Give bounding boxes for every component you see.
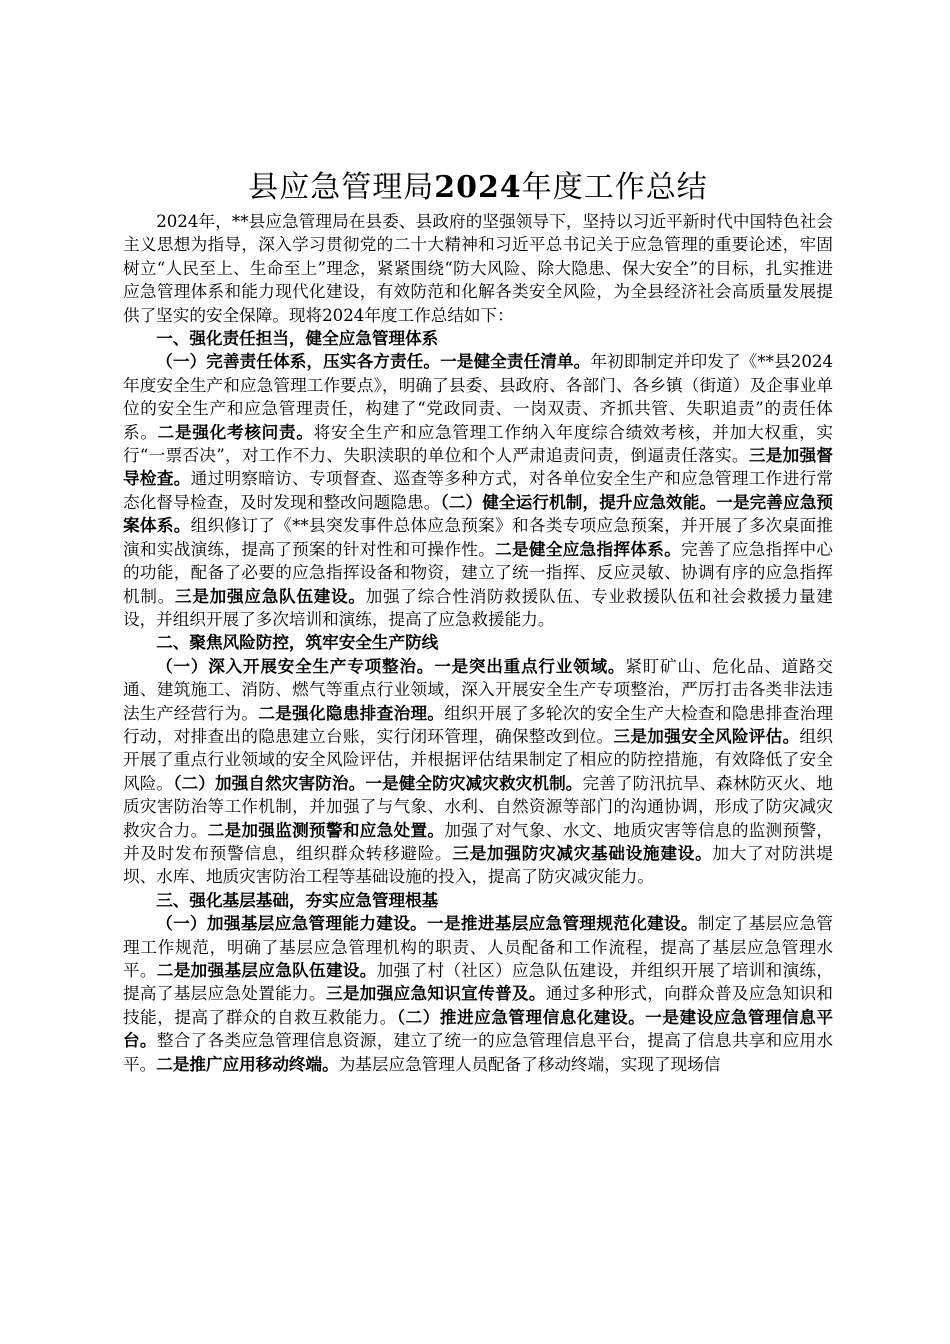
- text-run: 加强了综合性消防救援队伍、专业救援队伍和社会救援力量建设，并组织开展了多次培训和演练，提高了应急救援能力。: [123, 586, 834, 629]
- bold-run: （一）加强基层应急管理能力建设。: [156, 914, 428, 934]
- bold-run: 二是强化考核问责。: [157, 422, 314, 442]
- bold-run: （二）加强自然灾害防治。: [173, 773, 366, 793]
- text-run: 年初即制定并印发了《**县2024年度安全生产和应急管理工作要点》，明确了县委、县政府、各部门、各乡镇（街道）及企事业单位的安全生产和应急管理责任，构建了“党政同责、一岗双责、齐抓共管、失职追责”的责任体系。: [123, 352, 833, 442]
- bold-run: 三是加强防灾减灾基础设施建设。: [452, 843, 713, 863]
- text-run: 为基层应急管理人员配备了移动终端，实现了现场信: [338, 1054, 721, 1074]
- intro-paragraph: 2024年，**县应急管理局在县委、县政府的坚强领导下，坚持以习近平新时代中国特色社会主义思想为指导，深入学习贯彻党的二十大精神和习近平总书记关于应急管理的重要论述，牢固树立“人民至上、生命至上”理念，紧紧围绕“防大风险、除大隐患、保大安全”的目标，扎实推进应急管理体系和能力现代化建设，有效防范和化解各类安全风险，为全县经济社会高质量发展提供了坚实的安全保障。现将2024年度工作总结如下：: [123, 212, 833, 325]
- title-part1: 县应急管理局: [248, 170, 435, 205]
- bold-run: 二是加强基层应急队伍建设。: [156, 961, 377, 980]
- text-run: 紧盯矿山、危化品、道路交通、建筑施工、消防、燃气等重点行业领域，深入开展安全生产专项整治，严厉打击各类非法违法生产经营行为。: [123, 656, 834, 723]
- bold-run: 三是加强督导检查。: [123, 446, 834, 489]
- text-run: 加大了对防洪堤坝、水库、地质灾害防治工程等基础设施的投入，提高了防灾减灾能力。: [123, 843, 834, 887]
- bold-run: （一）完善责任体系，压实各方责任。: [156, 352, 441, 372]
- bold-run: 二是强化隐患排查治理。: [258, 703, 445, 723]
- text-run: 完善了应急指挥中心的功能，配备了必要的应急指挥设备和物资，建立了统一指挥、反应灵敏、协调有序的应急指挥机制。: [123, 539, 834, 606]
- text-run: 加强了村（社区）应急队伍建设，并组织开展了培训和演练，提高了基层应急处置能力。: [123, 961, 834, 1004]
- bold-run: 三是加强应急知识宣传普及。: [325, 984, 546, 1004]
- bold-run: 二是推广应用移动终端。: [156, 1054, 339, 1074]
- bold-run: 三是加强安全风险评估。: [613, 726, 800, 746]
- bold-run: （二）推进应急管理信息化建设。: [396, 1007, 646, 1027]
- text-run: 组织开展了重点行业领域的安全风险评估，并根据评估结果制定了相应的防控措施，有效降低了安全风险。: [123, 726, 834, 793]
- section-heading-2: 二、聚焦风险防控，筑牢安全生产防线: [156, 633, 439, 653]
- text-run: 完善了防汛抗旱、森林防灭火、地质灾害防治等工作机制，并加强了与气象、水利、自然资源等部门的沟通协调，形成了防灾减灾救灾合力。: [123, 773, 834, 840]
- bold-run: （一）深入开展安全生产专项整治。: [156, 656, 435, 676]
- text-run: 通过明察暗访、专项督查、巡查等多种方式，对各单位安全生产和应急管理工作进行常态化督导检查，及时发现和整改问题隐患。: [123, 469, 834, 512]
- section-body-2: [123, 655, 833, 889]
- text-run: 制定了基层应急管理工作规范，明确了基层应急管理机构的职责、人员配备和工作流程，提高了基层应急管理水平。: [123, 914, 834, 980]
- section-heading-1: 一、强化责任担当，健全应急管理体系: [156, 329, 439, 349]
- bold-run: 一是完善应急预案体系。: [123, 492, 834, 536]
- section-body-1: [123, 350, 833, 631]
- bold-run: 三是加强应急队伍建设。: [175, 586, 366, 606]
- title-part2: 年度工作总结: [521, 170, 708, 205]
- text-run: 加强了对气象、水文、地质灾害等信息的监测预警，并及时发布预警信息，组织群众转移避险。: [123, 820, 834, 863]
- bold-run: 一是健全防灾减灾救灾机制。: [365, 773, 583, 793]
- bold-run: 一是推进基层应急管理规范化建设。: [427, 914, 698, 934]
- title-year: 2024: [434, 170, 522, 205]
- bold-run: 二是健全应急指挥体系。: [495, 539, 682, 559]
- text-run: 将安全生产和应急管理工作纳入年度综合绩效考核，并加大权重，实行“一票否决”，对工作不力、失职渎职的单位和个人严肃追责问责，倒逼责任落实。: [123, 422, 834, 466]
- document-page: [123, 168, 833, 1076]
- document-title: [123, 168, 833, 208]
- section-heading-3: 三、强化基层基础，夯实应急管理根基: [156, 890, 439, 910]
- bold-run: 一是建设应急管理信息平台。: [123, 1007, 834, 1051]
- bold-run: 二是加强监测预警和应急处置。: [207, 820, 445, 840]
- section-body-3: [123, 912, 833, 1076]
- text-run: 通过多种形式，向群众普及应急知识和技能，提高了群众的自救互救能力。: [123, 984, 834, 1027]
- text-run: 组织开展了多轮次的安全生产大检查和隐患排查治理行动，对排查出的隐患建立台账，实行闭环管理，确保整改到位。: [123, 703, 834, 746]
- text-run: 组织修订了《**县突发事件总体应急预案》和各类专项应急预案，并开展了多次桌面推演和实战演练，提高了预案的针对性和可操作性。: [123, 516, 834, 559]
- bold-run: 一是突出重点行业领域。: [434, 656, 626, 676]
- text-run: 整合了各类应急管理信息资源，建立了统一的应急管理信息平台，提高了信息共享和应用水平。: [123, 1031, 834, 1074]
- bold-run: 一是健全责任清单。: [440, 352, 591, 372]
- bold-run: （二）健全运行机制，提升应急效能。: [440, 492, 717, 512]
